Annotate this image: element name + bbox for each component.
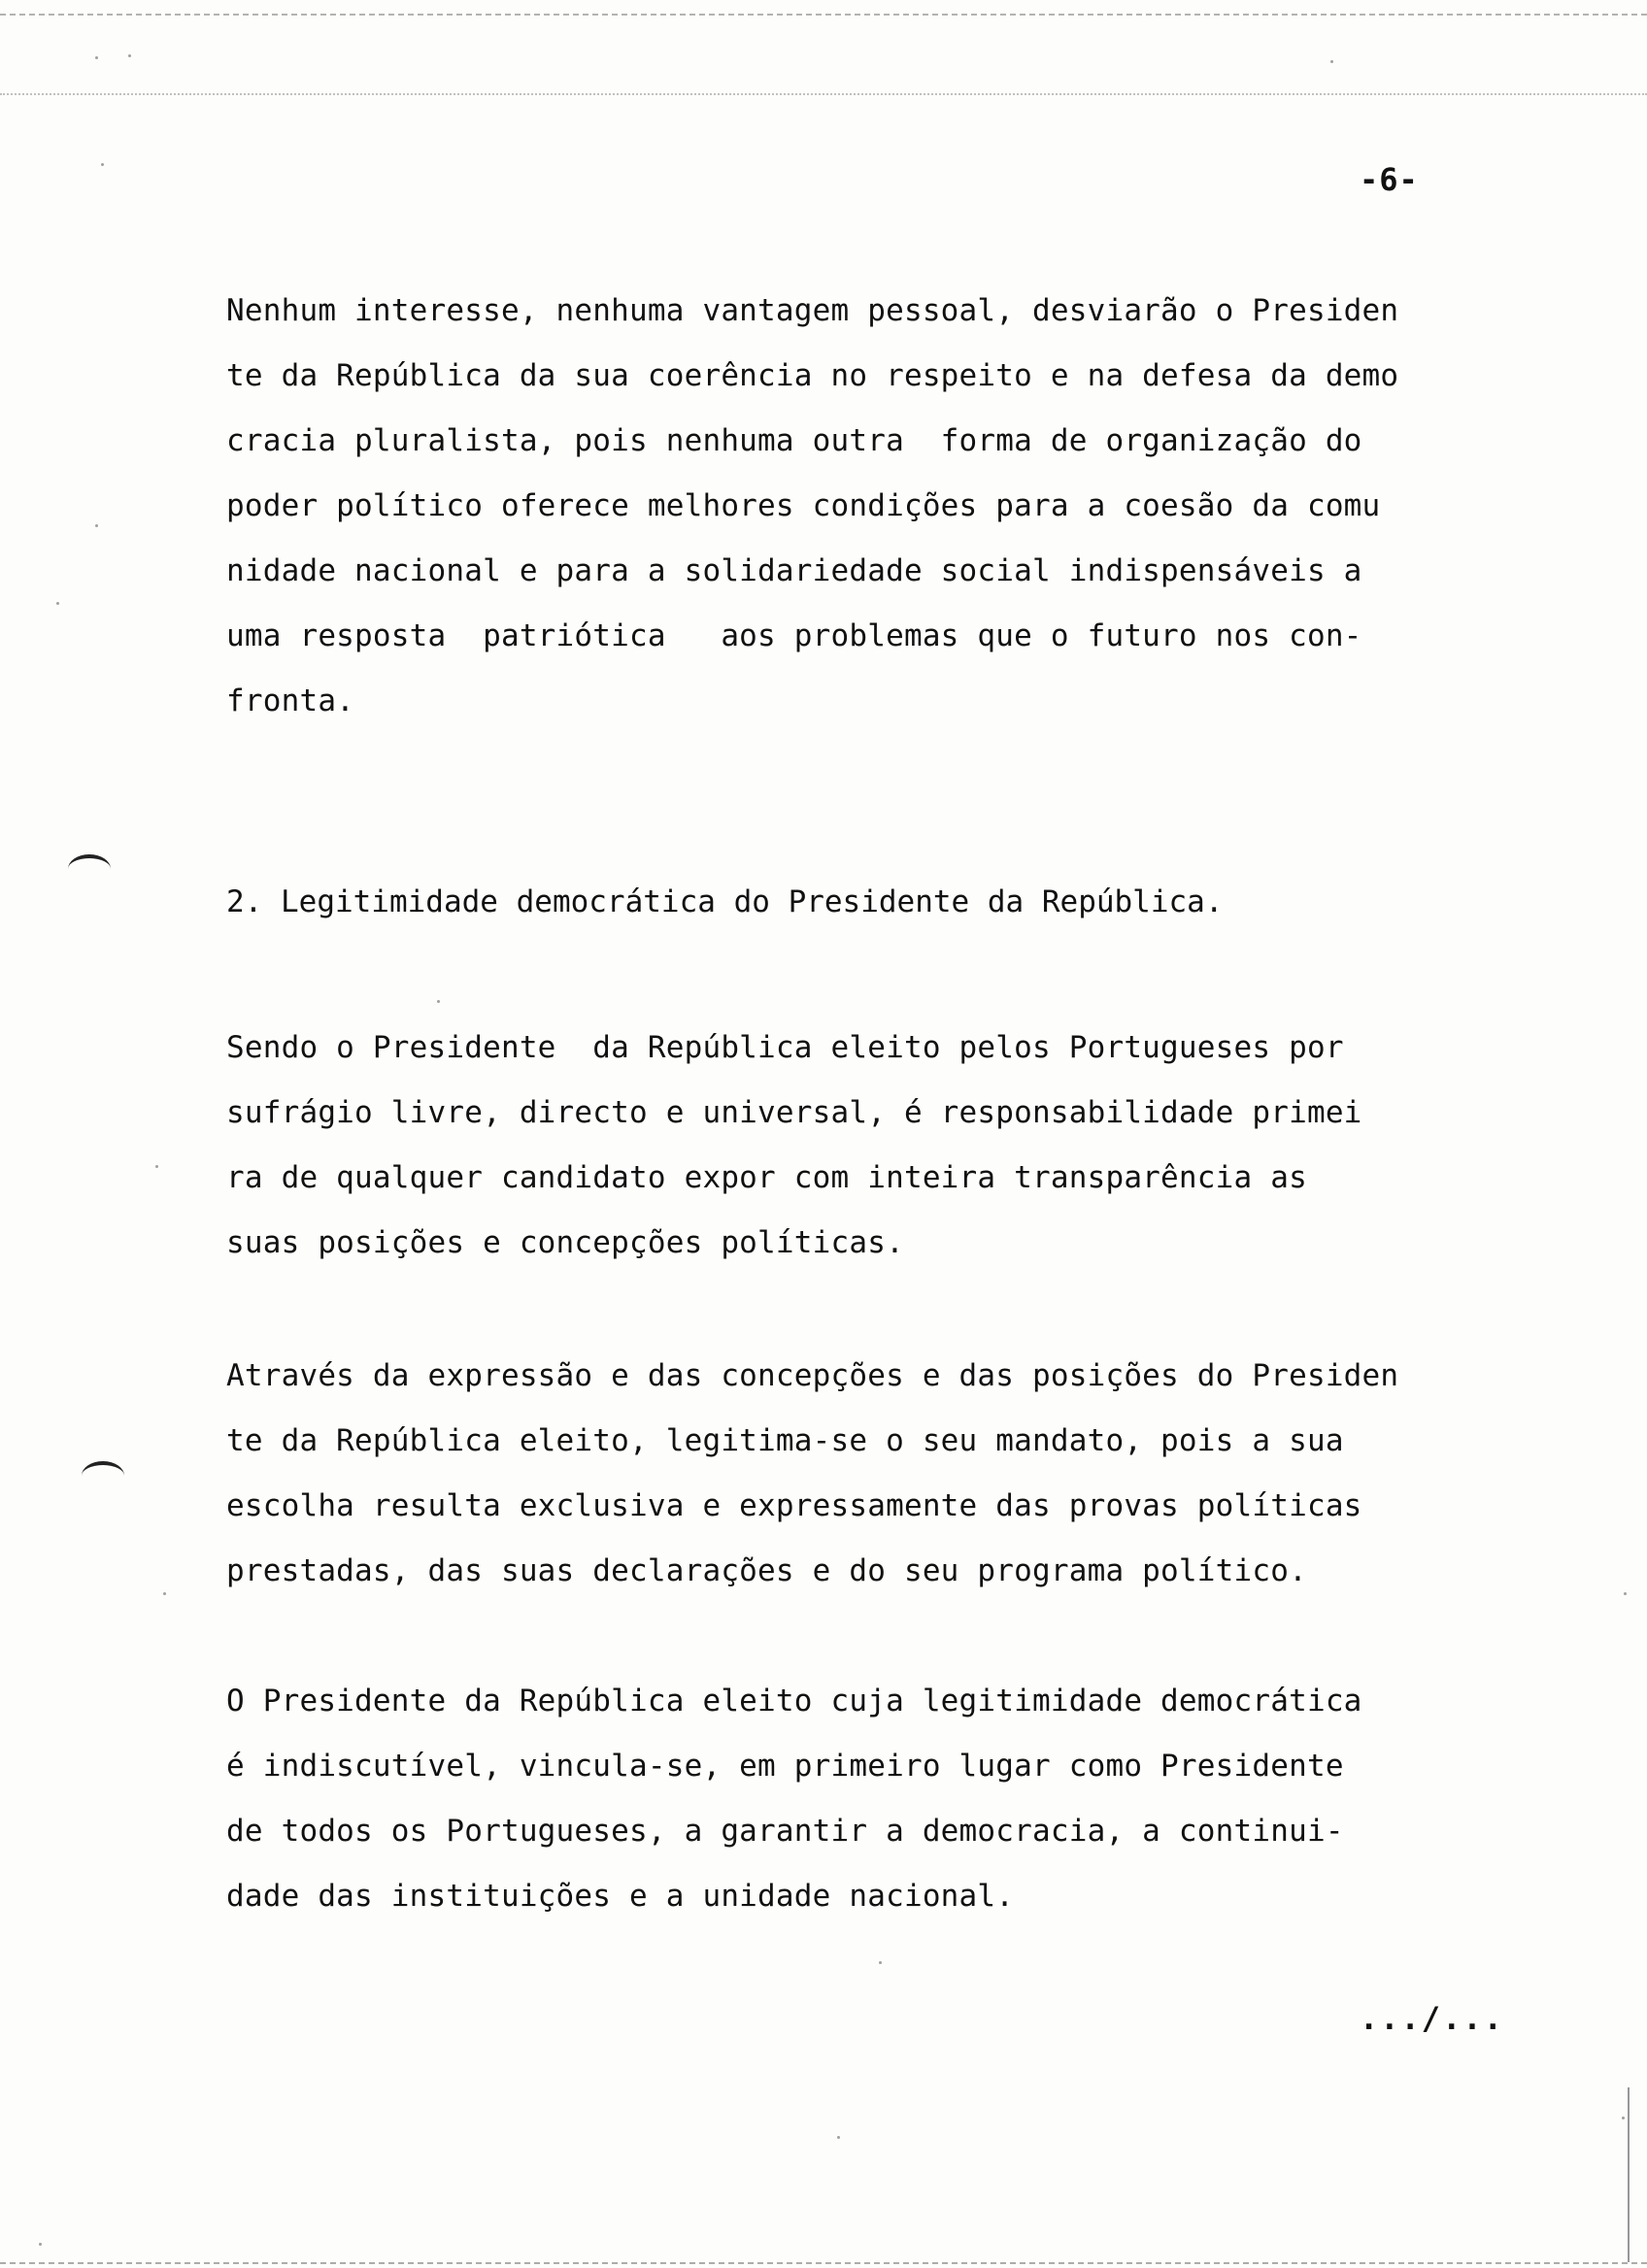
scan-speck [101, 163, 104, 166]
scan-speck [39, 2243, 42, 2246]
text-line: fronta. [226, 684, 355, 718]
scan-edge-top [0, 14, 1647, 16]
punch-hole-mark [68, 854, 111, 884]
text-line: de todos os Portugueses, a garantir a democracia, a continui- [226, 1814, 1344, 1849]
paragraph-election [226, 1016, 1489, 1276]
paragraph-legitimation [226, 1344, 1489, 1604]
scan-speck [163, 1592, 166, 1595]
text-line: é indiscutível, vincula-se, em primeiro lugar como Presidente [226, 1749, 1344, 1784]
scan-edge-right [1628, 2087, 1630, 2262]
text-line: te da República da sua coerência no respeito e na defesa da demo [226, 358, 1399, 393]
text-line: Nenhum interesse, nenhuma vantagem pessoal, desviarão o Presiden [226, 293, 1399, 328]
text-line: Através da expressão e das concepções e das posições do Presiden [226, 1358, 1399, 1393]
scan-speck [128, 54, 131, 57]
text-line: prestadas, das suas declarações e do seu programa político. [226, 1553, 1307, 1588]
paragraph-president-role [226, 1669, 1489, 1929]
text-line: Sendo o Presidente da República eleito pelos Portugueses por [226, 1030, 1344, 1065]
scan-speck [1624, 1592, 1627, 1595]
scan-speck [95, 524, 98, 527]
scan-speck [95, 56, 98, 59]
text-line: dade das instituições e a unidade nacional. [226, 1879, 1015, 1914]
scan-speck [437, 1000, 440, 1003]
text-line: poder político oferece melhores condições para a coesão da comu [226, 488, 1381, 523]
scan-speck [1622, 2117, 1625, 2119]
text-line: O Presidente da República eleito cuja legitimidade democrática [226, 1684, 1362, 1718]
punch-hole-mark [82, 1461, 124, 1490]
text-line: sufrágio livre, directo e universal, é responsabilidade primei [226, 1095, 1362, 1130]
text-line: nidade nacional e para a solidariedade social indispensáveis a [226, 553, 1362, 588]
text-line: escolha resulta exclusiva e expressamente das provas políticas [226, 1488, 1362, 1523]
paragraph-closing-commitment [226, 279, 1489, 734]
scan-speck [155, 1165, 158, 1168]
scan-edge-top-faint [0, 93, 1647, 95]
scan-speck [837, 2136, 840, 2139]
text-line: ra de qualquer candidato expor com inteira transparência as [226, 1160, 1307, 1195]
scan-edge-bottom [0, 2262, 1647, 2264]
text-line: suas posições e concepções políticas. [226, 1225, 904, 1260]
scan-speck [56, 602, 59, 605]
text-line: te da República eleito, legitima-se o seu mandato, pois a sua [226, 1423, 1344, 1458]
continuation-mark: .../... [1360, 2000, 1504, 2037]
scan-speck [879, 1961, 882, 1964]
scan-speck [1330, 60, 1333, 63]
text-line: uma resposta patriótica aos problemas que o futuro nos con- [226, 618, 1362, 653]
text-line: cracia pluralista, pois nenhuma outra forma de organização do [226, 423, 1362, 458]
section-heading: 2. Legitimidade democrática do Presidente da República. [226, 884, 1224, 919]
page-number: -6- [1360, 161, 1419, 198]
